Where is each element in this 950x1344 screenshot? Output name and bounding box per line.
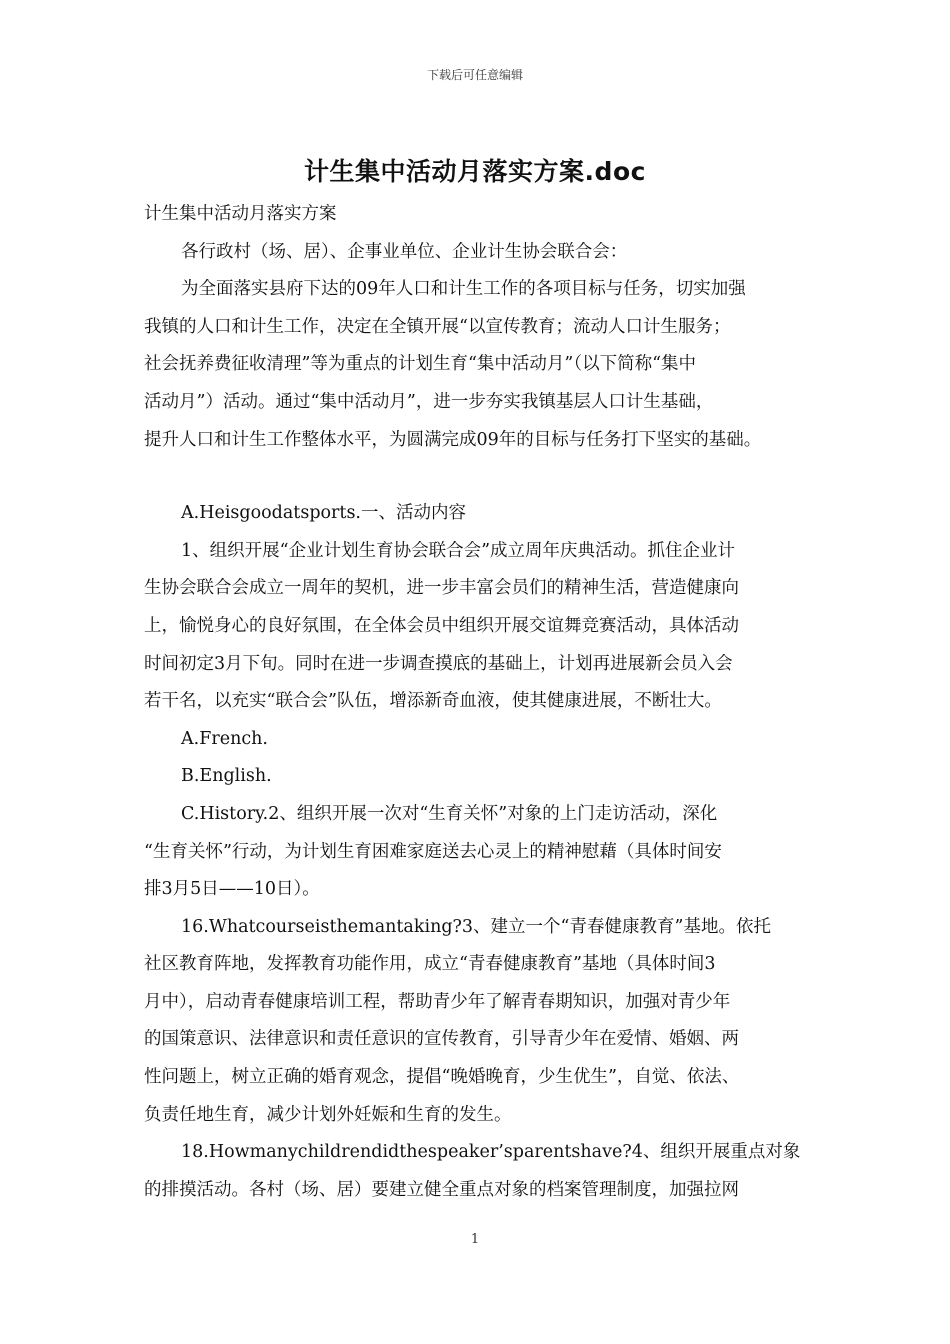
body-line: 为全面落实县府下达的09年人口和计生工作的各项目标与任务，切实加强 xyxy=(181,279,746,300)
body-line: 月中），启动青春健康培训工程，帮助青少年了解青春期知识，加强对青少年 xyxy=(144,991,731,1012)
body-line: C.History.2、组织开展一次对“生育关怀”对象的上门走访活动，深化 xyxy=(181,803,718,824)
subtitle-line: 计生集中活动月落实方案 xyxy=(144,204,337,224)
body-line: 时间初定3月下旬。同时在进一步调查摸底的基础上，计划再进展新会员入会 xyxy=(144,653,733,674)
body-line: 的排摸活动。各村（场、居）要建立健全重点对象的档案管理制度，加强拉网 xyxy=(144,1179,739,1200)
body-line: 的国策意识、法律意识和责任意识的宣传教育，引导青少年在爱情、婚姻、两 xyxy=(144,1029,739,1050)
body-line: 负责任地生育，减少计划外妊娠和生育的发生。 xyxy=(144,1104,512,1125)
body-line: 提升人口和计生工作整体水平，为圆满完成09年的目标与任务打下坚实的基础。 xyxy=(144,429,762,450)
document-title: 计生集中活动月落实方案.doc xyxy=(304,157,646,186)
body-line: 上，愉悦身心的良好氛围，在全体会员中组织开展交谊舞竞赛活动，具体活动 xyxy=(144,615,739,636)
body-line: 社区教育阵地，发挥教育功能作用，成立“青春健康教育”基地（具体时间3 xyxy=(144,954,716,975)
section-heading: A.Heisgoodatsports.一、活动内容 xyxy=(181,503,466,524)
option-line: A.French. xyxy=(181,728,268,749)
body-line: 排3月5日——10日）。 xyxy=(144,879,320,900)
body-line: 若干名，以充实“联合会”队伍，增添新奇血液，使其健康进展，不断壮大。 xyxy=(144,691,722,712)
paragraph-gap xyxy=(144,459,812,495)
body-line: 1、组织开展“企业计划生育协会联合会”成立周年庆典活动。抓住企业计 xyxy=(181,540,736,561)
option-line: B.English. xyxy=(181,766,272,787)
body-line: 18.Howmanychildrendidthespeaker’sparentshave?4、组织开展重点对象 xyxy=(181,1142,801,1163)
body-line: 生协会联合会成立一周年的契机，进一步丰富会员们的精神生活，营造健康向 xyxy=(144,578,739,599)
page-number: 1 xyxy=(470,1232,480,1247)
page-header: 下载后可任意编辑 xyxy=(426,68,523,82)
body-line: “生育关怀”行动，为计划生育困难家庭送去心灵上的精神慰藉（具体时间安 xyxy=(144,841,722,862)
body-line: 活动月”）活动。通过“集中活动月”，进一步夯实我镇基层人口计生基础， xyxy=(144,391,714,412)
body-line: 社会抚养费征收清理”等为重点的计划生育“集中活动月”（以下简称“集中 xyxy=(144,354,697,375)
body-line: 16.Whatcourseisthemantaking?3、建立一个“青春健康教育”基地。依托 xyxy=(181,916,771,937)
document-body xyxy=(144,196,812,1209)
body-line: 我镇的人口和计生工作，决定在全镇开展“以宣传教育；流动人口计生服务； xyxy=(144,316,731,337)
salutation-line: 各行政村（场、居）、企事业单位、企业计生协会联合会： xyxy=(181,241,628,262)
body-line: 性问题上，树立正确的婚育观念，提倡“晚婚晚育，少生优生”，自觉、依法、 xyxy=(144,1067,740,1088)
